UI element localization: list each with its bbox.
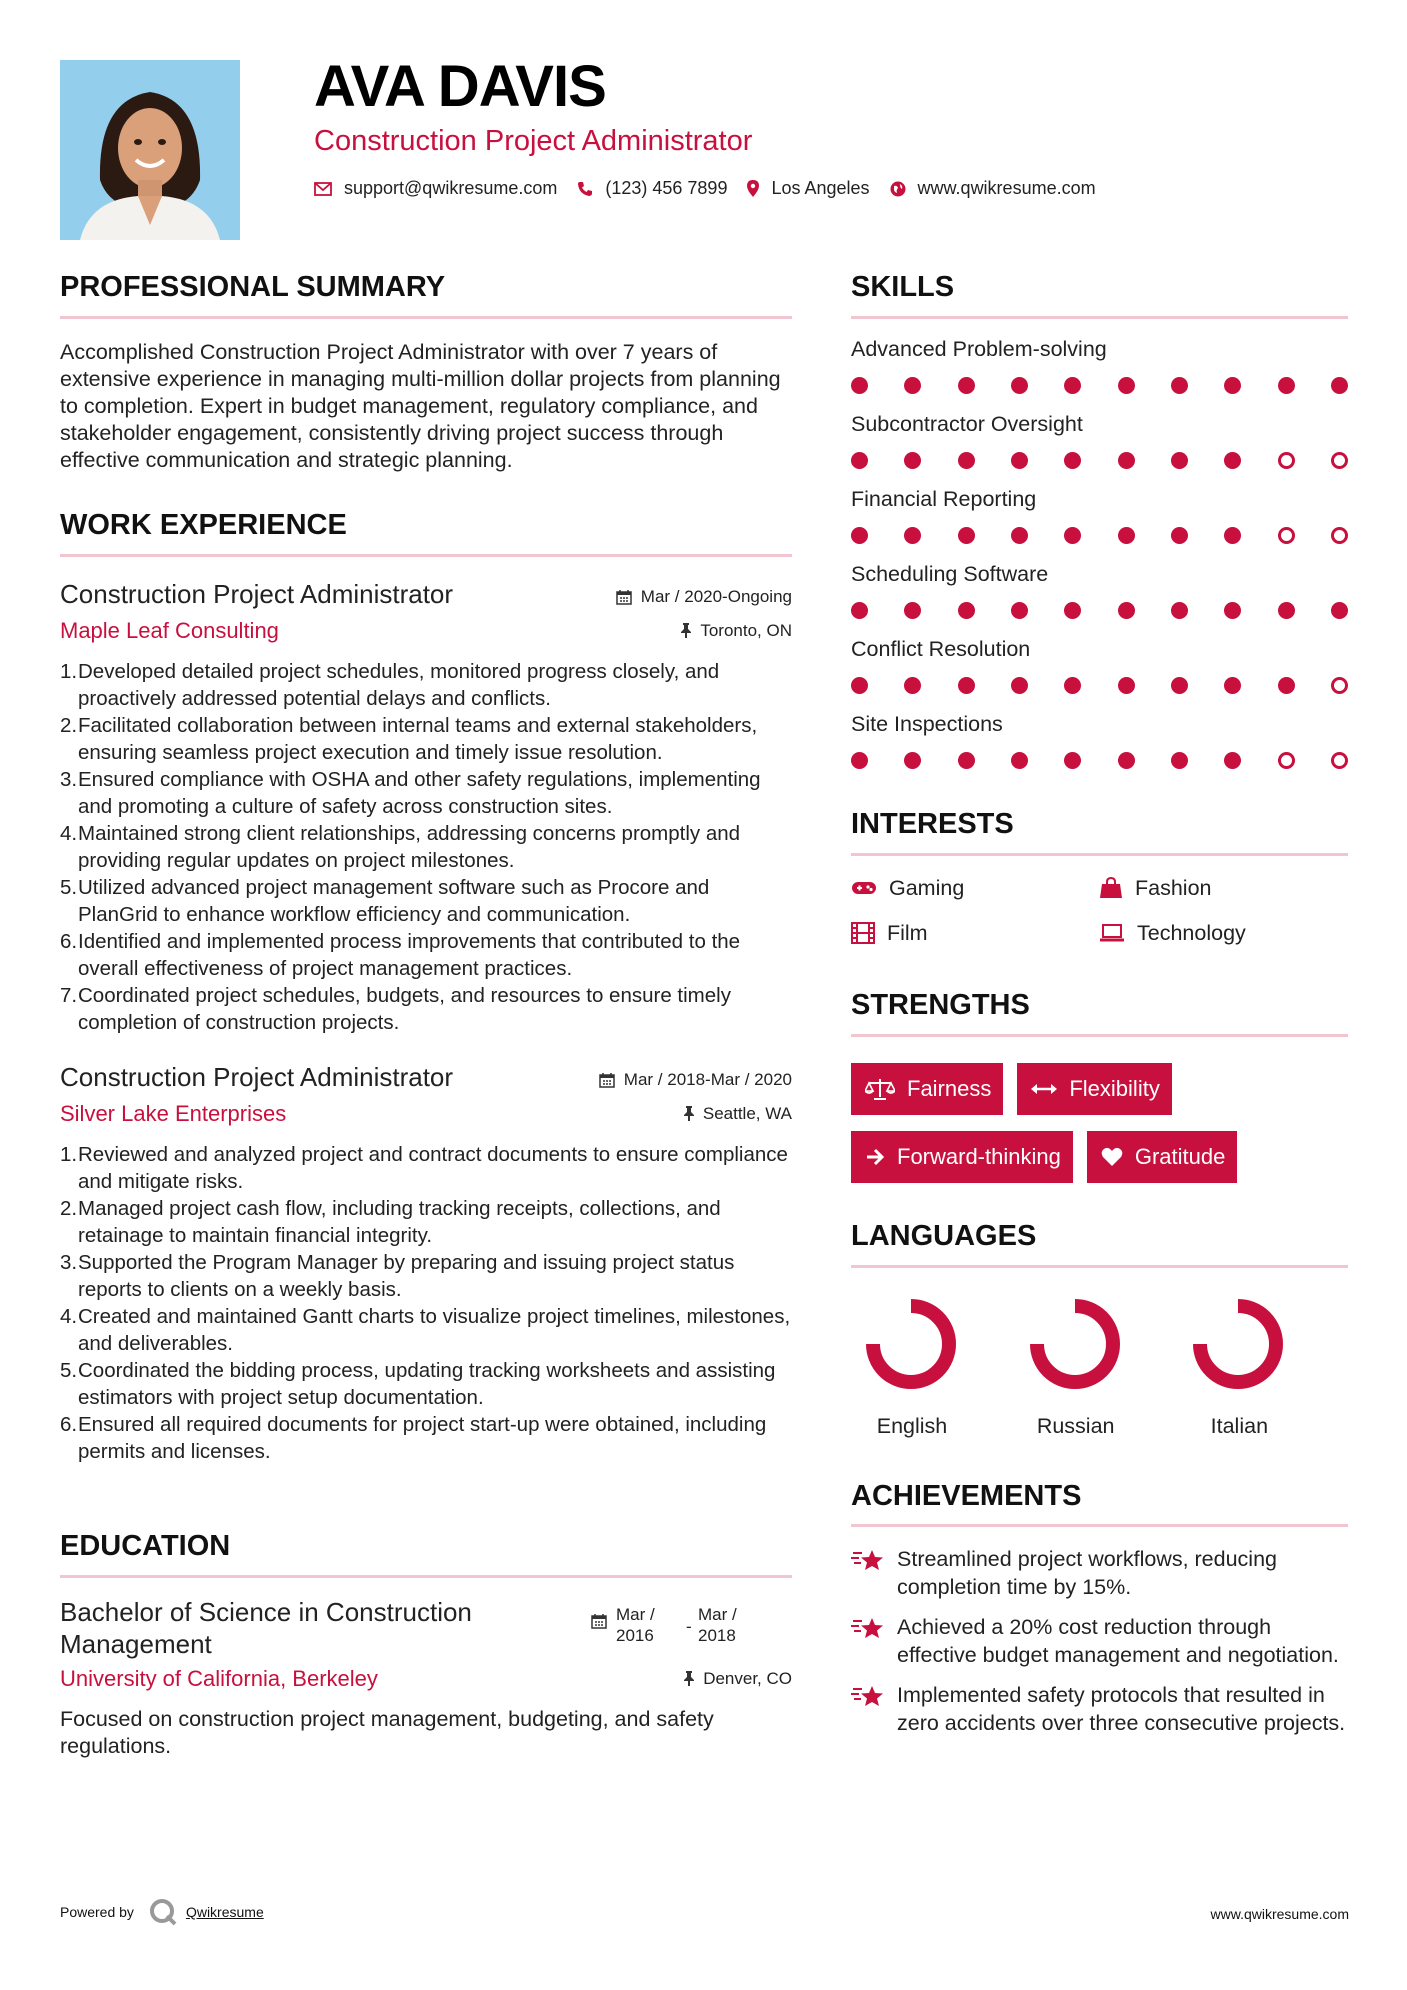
rating-dot-empty <box>1278 752 1295 769</box>
rating-dot-filled <box>851 452 868 469</box>
job-date <box>599 1070 792 1090</box>
skill-rating <box>851 527 1348 544</box>
school-name: University of California, Berkeley <box>60 1665 378 1691</box>
interest-label: Technology <box>1137 920 1246 945</box>
rating-dot-filled <box>1064 377 1081 394</box>
rating-dot-filled <box>904 527 921 544</box>
language-name: Italian <box>1210 1413 1269 1438</box>
interest-item <box>851 921 1099 946</box>
candidate-name: AVA DAVIS <box>314 54 606 119</box>
achievements-section <box>851 1481 1348 1738</box>
education-description: Focused on construction project management, budgeting, and safety regulations. <box>60 1706 714 1758</box>
rating-dot-filled <box>1278 377 1295 394</box>
arrow-right-icon <box>865 1147 885 1167</box>
list-item: 2. Facilitated collaboration between internal teams and external stakeholders, ensuring seamless project execution and timely issue resolution. <box>60 713 758 764</box>
section-divider <box>851 1265 1348 1268</box>
list-item: 5. Coordinated the bidding process, updating tracking worksheets and assisting estimators with project setup documentation. <box>60 1358 776 1409</box>
achievements-list <box>851 1545 1348 1737</box>
qwikresume-logo-icon <box>148 1897 178 1927</box>
language-name: Russian <box>1036 1413 1115 1438</box>
rating-dot-filled <box>1171 377 1188 394</box>
rating-dot-filled <box>904 377 921 394</box>
rating-dot-filled <box>1171 602 1188 619</box>
rating-dot-filled <box>1011 527 1028 544</box>
rating-dot-filled <box>851 677 868 694</box>
language-proficiency-ring <box>1027 1296 1123 1392</box>
rating-dot-filled <box>1224 752 1241 769</box>
rating-dot-filled <box>1011 677 1028 694</box>
language-proficiency-ring <box>1190 1296 1286 1392</box>
strength-chip <box>1017 1063 1171 1115</box>
footer-website[interactable]: www.qwikresume.com <box>1210 1906 1349 1922</box>
section-divider <box>60 1575 792 1578</box>
rating-dot-filled <box>958 752 975 769</box>
contact-email-text: support@qwikresume.com <box>344 178 558 198</box>
strengths-heading: STRENGTHS <box>851 988 1030 1021</box>
list-item: 4. Created and maintained Gantt charts to visualize project timelines, milestones, and deliverables. <box>60 1304 791 1355</box>
right-column <box>851 272 1348 1749</box>
list-item: 3. Ensured compliance with OSHA and other safety regulations, implementing and promoting a culture of safety across construction sites. <box>60 767 761 818</box>
strength-chip <box>851 1131 1073 1183</box>
list-item: 7. Coordinated project schedules, budgets, and resources to ensure timely completion of construction projects. <box>60 983 731 1034</box>
degree-title: Bachelor of Science in Construction Management <box>60 1596 472 1659</box>
achievement-item <box>851 1545 1348 1601</box>
job-bullets <box>60 1141 792 1465</box>
contact-bar <box>314 178 1116 199</box>
language-level-arc <box>1200 1306 1276 1382</box>
section-divider <box>851 1034 1348 1037</box>
job-date-text: Mar / 2018-Mar / 2020 <box>623 1069 792 1089</box>
section-divider <box>60 554 792 557</box>
job-location-text: Toronto, ON <box>700 620 792 640</box>
rating-dot-filled <box>1011 602 1028 619</box>
globe-icon <box>890 181 906 197</box>
job-location <box>681 621 792 641</box>
rating-dot-filled <box>1064 452 1081 469</box>
contact-location-text: Los Angeles <box>771 178 870 198</box>
rating-dot-filled <box>1278 677 1295 694</box>
rating-dot-filled <box>1011 452 1028 469</box>
language-name: English <box>876 1413 948 1438</box>
footer-powered-by <box>60 1897 264 1927</box>
contact-phone-text: (123) 456 7899 <box>605 178 728 198</box>
rating-dot-filled <box>1171 752 1188 769</box>
rating-dot-empty <box>1278 452 1295 469</box>
rating-dot-filled <box>1118 377 1135 394</box>
pushpin-icon <box>681 623 691 638</box>
rating-dot-empty <box>1331 527 1348 544</box>
skill-item <box>851 412 1348 469</box>
list-item: 3. Supported the Program Manager by preparing and issuing project status reports to clients on a weekly basis. <box>60 1250 735 1301</box>
rating-dot-filled <box>1224 527 1241 544</box>
interest-label: Film <box>887 920 928 945</box>
language-item <box>1184 1296 1348 1439</box>
interest-label: Gaming <box>889 875 965 900</box>
rating-dot-filled <box>1011 377 1028 394</box>
rating-dot-filled <box>1064 677 1081 694</box>
list-item: 4. Maintained strong client relationships, addressing concerns promptly and providing regular updates on project milestones. <box>60 821 741 872</box>
skill-item <box>851 712 1348 769</box>
summary-heading: PROFESSIONAL SUMMARY <box>60 271 446 303</box>
rating-dot-filled <box>1224 677 1241 694</box>
section-divider <box>60 316 792 319</box>
strengths-list <box>851 1047 1348 1183</box>
contact-phone[interactable] <box>577 178 727 199</box>
rating-dot-filled <box>958 602 975 619</box>
shooting-star-icon <box>851 1547 885 1573</box>
list-item: 1. Reviewed and analyzed project and contract documents to ensure compliance and mitigate risks. <box>60 1142 788 1193</box>
pushpin-icon <box>684 1106 694 1121</box>
skill-name: Advanced Problem-solving <box>851 336 1107 361</box>
achievements-heading: ACHIEVEMENTS <box>851 1479 1082 1512</box>
rating-dot-filled <box>1064 752 1081 769</box>
strength-chip <box>851 1063 1003 1115</box>
strength-label: Flexibility <box>1069 1075 1160 1101</box>
strength-label: Fairness <box>907 1075 992 1101</box>
powered-by-text: Powered by <box>60 1904 134 1920</box>
candidate-title: Construction Project Administrator <box>314 125 753 157</box>
education-heading: EDUCATION <box>60 1529 231 1562</box>
skill-rating <box>851 677 1348 694</box>
pushpin-icon <box>684 1671 694 1686</box>
rating-dot-empty <box>1331 752 1348 769</box>
rating-dot-filled <box>1224 377 1241 394</box>
languages-heading: LANGUAGES <box>851 1219 1037 1252</box>
achievement-text: Streamlined project workflows, reducing completion time by 15%. <box>897 1547 1277 1600</box>
rating-dot-filled <box>1171 527 1188 544</box>
strength-label: Forward-thinking <box>897 1143 1061 1169</box>
rating-dot-filled <box>904 452 921 469</box>
rating-dot-filled <box>1224 602 1241 619</box>
interest-item <box>851 876 1099 901</box>
education-start: Mar / 2016 <box>616 1604 655 1645</box>
achievement-text: Implemented safety protocols that resulted in zero accidents over three consecutive projects. <box>897 1683 1346 1736</box>
rating-dot-filled <box>1118 677 1135 694</box>
skill-item <box>851 637 1348 694</box>
language-item <box>1021 1296 1185 1439</box>
rating-dot-filled <box>851 752 868 769</box>
arrows-horizontal-icon <box>1031 1082 1057 1096</box>
map-marker-icon <box>747 180 759 197</box>
rating-dot-filled <box>958 452 975 469</box>
list-item: 2. Managed project cash flow, including tracking receipts, collections, and retainage to maintain financial integrity. <box>60 1196 721 1247</box>
rating-dot-filled <box>851 602 868 619</box>
rating-dot-filled <box>851 377 868 394</box>
rating-dot-filled <box>1118 527 1135 544</box>
language-level-arc <box>873 1306 949 1382</box>
experience-section <box>60 510 792 1465</box>
contact-location <box>747 178 869 199</box>
film-icon <box>851 922 875 944</box>
list-item: 1. Developed detailed project schedules, monitored progress closely, and proactively addressed potential delays and conflicts. <box>60 659 720 710</box>
rating-dot-filled <box>904 752 921 769</box>
skill-rating <box>851 752 1348 769</box>
shooting-star-icon <box>851 1683 885 1709</box>
skill-rating <box>851 377 1348 394</box>
job-entry <box>60 579 792 1036</box>
skill-item <box>851 562 1348 619</box>
list-item: 5. Utilized advanced project management software such as Procore and PlanGrid to enhance workflow efficiency and communication. <box>60 875 710 926</box>
section-divider <box>851 1524 1348 1527</box>
rating-dot-filled <box>1171 452 1188 469</box>
left-column <box>60 272 792 1760</box>
rating-dot-filled <box>958 677 975 694</box>
skill-name: Financial Reporting <box>851 486 1037 511</box>
rating-dot-filled <box>851 527 868 544</box>
rating-dot-filled <box>1171 677 1188 694</box>
qwikresume-link[interactable]: Qwikresume <box>185 1904 264 1920</box>
strengths-section <box>851 990 1348 1183</box>
job-date-text: Mar / 2020-Ongoing <box>640 586 792 606</box>
education-location-text: Denver, CO <box>703 1668 792 1688</box>
skill-name: Subcontractor Oversight <box>851 411 1083 436</box>
language-level-arc <box>1037 1306 1113 1382</box>
shopping-bag-icon <box>1099 877 1123 899</box>
skill-item <box>851 337 1348 394</box>
skill-name: Scheduling Software <box>851 561 1049 586</box>
strength-chip <box>1087 1131 1238 1183</box>
rating-dot-filled <box>1118 602 1135 619</box>
rating-dot-filled <box>904 602 921 619</box>
rating-dot-filled <box>1331 602 1348 619</box>
calendar-icon <box>599 1072 615 1088</box>
rating-dot-filled <box>1278 602 1295 619</box>
language-item <box>857 1296 1021 1439</box>
rating-dot-filled <box>1331 377 1348 394</box>
interests-section <box>851 809 1348 946</box>
skills-section <box>851 272 1348 769</box>
gamepad-icon <box>851 880 877 896</box>
summary-text: Accomplished Construction Project Administrator with over 7 years of extensive experience in managing multi-million dollar projects from planning to completion. Expert in budget management, regulatory compliance, and stakeholder engagement, consistently driving project success through effective communication and strategic planning. <box>60 339 781 472</box>
section-divider <box>851 853 1348 856</box>
company-name: Silver Lake Enterprises <box>60 1100 287 1126</box>
calendar-icon <box>591 1613 607 1629</box>
calendar-icon <box>616 589 632 605</box>
rating-dot-filled <box>1118 452 1135 469</box>
rating-dot-filled <box>1064 602 1081 619</box>
skills-list <box>851 337 1348 769</box>
rating-dot-empty <box>1331 677 1348 694</box>
education-dates <box>591 1604 768 1646</box>
skill-name: Site Inspections <box>851 711 1003 736</box>
interest-item <box>1099 876 1347 901</box>
languages-list <box>851 1296 1348 1439</box>
balance-scale-icon <box>865 1078 895 1100</box>
skills-heading: SKILLS <box>851 271 955 303</box>
summary-section <box>60 272 792 474</box>
job-title: Construction Project Administrator <box>60 1061 454 1092</box>
company-name: Maple Leaf Consulting <box>60 617 279 643</box>
rating-dot-filled <box>1118 752 1135 769</box>
job-title: Construction Project Administrator <box>60 578 454 609</box>
achievement-item <box>851 1613 1348 1669</box>
rating-dot-filled <box>958 527 975 544</box>
skill-rating <box>851 452 1348 469</box>
rating-dot-filled <box>904 677 921 694</box>
rating-dot-empty <box>1278 527 1295 544</box>
contact-email[interactable] <box>314 178 557 199</box>
rating-dot-filled <box>1224 452 1241 469</box>
phone-icon <box>577 181 593 197</box>
job-date <box>616 587 792 607</box>
list-item: 6. Ensured all required documents for project start-up were obtained, including permits and licenses. <box>60 1412 767 1463</box>
job-location <box>684 1104 792 1124</box>
experience-heading: WORK EXPERIENCE <box>60 508 347 541</box>
profile-photo <box>60 60 240 240</box>
contact-website[interactable] <box>890 178 1096 199</box>
interests-list <box>851 876 1348 946</box>
contact-website-text: www.qwikresume.com <box>917 178 1096 198</box>
education-section <box>60 1531 792 1760</box>
strength-label: Gratitude <box>1134 1143 1226 1169</box>
heart-icon <box>1101 1147 1123 1167</box>
job-entry <box>60 1062 792 1465</box>
interest-label: Fashion <box>1135 875 1212 900</box>
rating-dot-empty <box>1331 452 1348 469</box>
job-location-text: Seattle, WA <box>702 1103 792 1123</box>
rating-dot-filled <box>958 377 975 394</box>
education-entry <box>60 1596 792 1760</box>
laptop-icon <box>1099 924 1125 942</box>
job-bullets <box>60 658 792 1036</box>
interest-item <box>1099 921 1347 946</box>
rating-dot-filled <box>1011 752 1028 769</box>
skill-item <box>851 487 1348 544</box>
rating-dot-filled <box>1064 527 1081 544</box>
section-divider <box>851 316 1348 319</box>
education-location <box>684 1669 792 1689</box>
shooting-star-icon <box>851 1615 885 1641</box>
skill-name: Conflict Resolution <box>851 636 1031 661</box>
achievement-item <box>851 1681 1348 1737</box>
achievement-text: Achieved a 20% cost reduction through effective budget management and negotiation. <box>897 1615 1339 1668</box>
date-separator: - <box>686 1616 692 1636</box>
language-proficiency-ring <box>863 1296 959 1392</box>
interests-heading: INTERESTS <box>851 807 1014 840</box>
skill-rating <box>851 602 1348 619</box>
languages-section <box>851 1221 1348 1439</box>
list-item: 6. Identified and implemented process improvements that contributed to the overall effectiveness of project management practices. <box>60 929 741 980</box>
envelope-icon <box>314 182 332 196</box>
education-end: Mar / 2018 <box>698 1604 737 1645</box>
